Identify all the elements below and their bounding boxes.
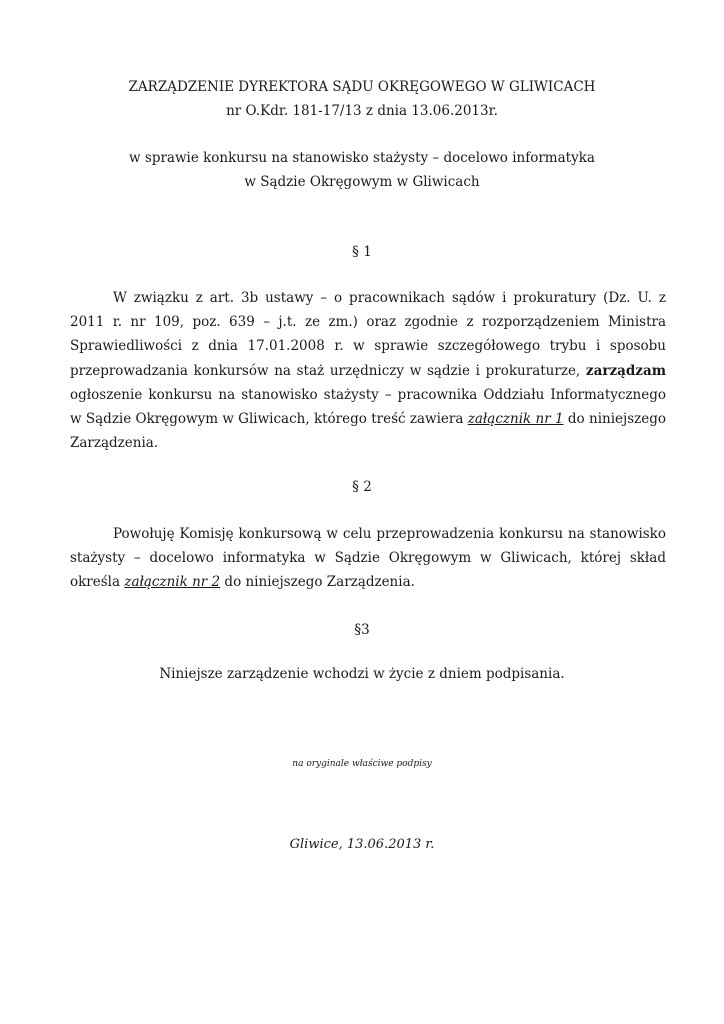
attachment-1-link[interactable]: załącznik nr 1 bbox=[467, 411, 564, 428]
document-subject-continued: w Sądzie Okręgowym w Gliwicach bbox=[244, 174, 480, 190]
section-2-heading: § 2 bbox=[352, 479, 372, 495]
section-2-paragraph bbox=[70, 522, 666, 595]
document-subject: w sprawie konkursu na stanowisko stażysty – docelowo informatyka bbox=[129, 150, 595, 166]
section-3-heading: §3 bbox=[354, 622, 370, 638]
attachment-2-link[interactable]: załącznik nr 2 bbox=[124, 574, 221, 591]
place-and-date: Gliwice, 13.06.2013 r. bbox=[289, 837, 435, 852]
document-title: ZARZĄDZENIE DYREKTORA SĄDU OKRĘGOWEGO W GLIWICACH bbox=[128, 79, 596, 95]
section-1-text-continued: ogłoszenie konkursu na stanowisko stażysty – pracownika Oddziału Informatycznego w Sądzie Okręgowym w Gliwicach, którego treść zawiera bbox=[70, 386, 666, 428]
section-1-heading: § 1 bbox=[352, 244, 372, 260]
section-1-text-end: do niniejszego Zarządzenia. bbox=[70, 411, 666, 452]
section-3-text: Niniejsze zarządzenie wchodzi w życie z dniem podpisania. bbox=[159, 666, 565, 682]
section-2-text: Powołuję Komisję konkursową w celu przeprowadzenia konkursu na stanowisko stażysty – docelowo informatyka w Sądzie Okręgowym w Gliwicach, której skład określa bbox=[70, 526, 666, 591]
section-1-paragraph bbox=[70, 286, 666, 455]
document-number: nr O.Kdr. 181-17/13 z dnia 13.06.2013r. bbox=[226, 103, 498, 119]
section-2-text-end: do niniejszego Zarządzenia. bbox=[224, 574, 415, 591]
section-1-text: W związku z art. 3b ustawy – o pracownikach sądów i prokuratury (Dz. U. z 2011 r. nr 109, poz. 639 – j.t. ze zm.) oraz zgodnie z rozporządzeniem Ministra Sprawiedliwości z dnia 17.01.2008 r. w sprawie szczegółowego trybu i sposobu przeprowadzania konkursów na staż urzędniczy w sądzie i prokuraturze, bbox=[70, 290, 666, 379]
signature-note: na oryginale właściwe podpisy bbox=[292, 759, 432, 769]
section-1-bold-decree: zarządzam bbox=[585, 362, 666, 379]
